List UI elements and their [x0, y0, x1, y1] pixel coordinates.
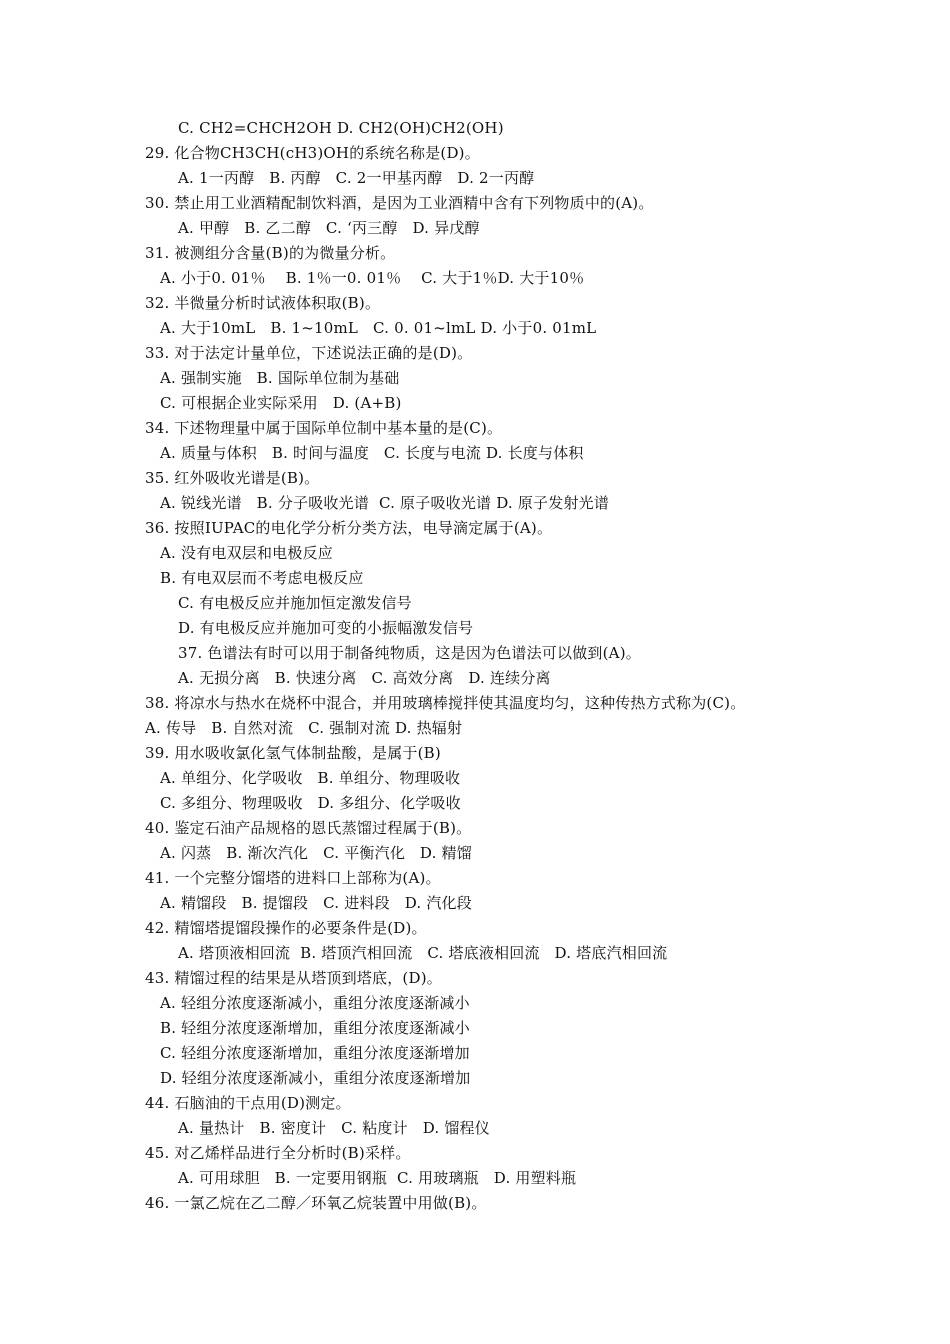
question-line: 38. 将凉水与热水在烧杯中混合，并用玻璃棒搅拌使其温度均匀，这种传热方式称为(C)。	[145, 694, 746, 712]
question-line: 40. 鉴定石油产品规格的恩氏蒸馏过程属于(B)。	[145, 819, 472, 837]
option-line: A. 甲醇 B. 乙二醇 C. ‘丙三醇 D. 异戊醇	[178, 219, 480, 237]
option-line: A. 锐线光谱 B. 分子吸收光谱 C. 原子吸收光谱 D. 原子发射光谱	[160, 494, 610, 512]
option-line: A. 单组分、化学吸收 B. 单组分、物理吸收	[160, 769, 461, 787]
option-line: A. 精馏段 B. 提馏段 C. 进料段 D. 汽化段	[160, 894, 472, 912]
option-line: A. 强制实施 B. 国际单位制为基础	[160, 369, 400, 387]
question-line: 37. 色谱法有时可以用于制备纯物质，这是因为色谱法可以做到(A)。	[178, 644, 641, 662]
option-line: A. 小于0. 01％ B. 1％一0. 01％ C. 大于1％D. 大于10％	[160, 269, 585, 287]
option-line: B. 有电双层而不考虑电极反应	[160, 569, 364, 587]
option-line: A. 1一丙醇 B. 丙醇 C. 2一甲基丙醇 D. 2一丙醇	[178, 169, 535, 187]
option-line: D. 有电极反应并施加可变的小振幅激发信号	[178, 619, 474, 637]
question-line: 31. 被测组分含量(B)的为微量分析。	[145, 244, 396, 262]
option-line: C. 多组分、物理吸收 D. 多组分、化学吸收	[160, 794, 461, 812]
option-line: A. 闪蒸 B. 渐次汽化 C. 平衡汽化 D. 精馏	[160, 844, 472, 862]
option-line: A. 传导 B. 自然对流 C. 强制对流 D. 热辐射	[145, 719, 463, 737]
option-line: C. CH2=CHCH2OH D. CH2(OH)CH2(OH)	[178, 119, 504, 137]
option-line: A. 可用球胆 B. 一定要用钢瓶 C. 用玻璃瓶 D. 用塑料瓶	[178, 1169, 577, 1187]
question-line: 32. 半微量分析时试液体积取(B)。	[145, 294, 381, 312]
option-line: A. 轻组分浓度逐渐减小，重组分浓度逐渐减小	[160, 994, 470, 1012]
question-line: 30. 禁止用工业酒精配制饮料酒，是因为工业酒精中含有下列物质中的(A)。	[145, 194, 654, 212]
option-line: A. 塔顶液相回流 B. 塔顶汽相回流 C. 塔底液相回流 D. 塔底汽相回流	[178, 944, 668, 962]
question-line: 45. 对乙烯样品进行全分析时(B)采样。	[145, 1144, 411, 1162]
option-line: B. 轻组分浓度逐渐增加，重组分浓度逐渐减小	[160, 1019, 470, 1037]
option-line: C. 轻组分浓度逐渐增加，重组分浓度逐渐增加	[160, 1044, 470, 1062]
question-line: 39. 用水吸收氯化氢气体制盐酸，是属于(B)	[145, 744, 441, 762]
option-line: A. 无损分离 B. 快速分离 C. 高效分离 D. 连续分离	[178, 669, 551, 687]
option-line: A. 量热计 B. 密度计 C. 粘度计 D. 馏程仪	[178, 1119, 490, 1137]
option-line: A. 没有电双层和电极反应	[160, 544, 333, 562]
question-line: 36. 按照IUPAC的电化学分析分类方法，电导滴定属于(A)。	[145, 519, 553, 537]
question-line: 33. 对于法定计量单位，下述说法正确的是(D)。	[145, 344, 473, 362]
option-line: D. 轻组分浓度逐渐减小，重组分浓度逐渐增加	[160, 1069, 471, 1087]
question-line: 46. 一氯乙烷在乙二醇／环氧乙烷装置中用做(B)。	[145, 1194, 487, 1212]
question-line: 29. 化合物CH3CH(cH3)OH的系统名称是(D)。	[145, 144, 480, 162]
question-line: 43. 精馏过程的结果是从塔顶到塔底，(D)。	[145, 969, 442, 987]
question-line: 41. 一个完整分馏塔的进料口上部称为(A)。	[145, 869, 441, 887]
question-line: 44. 石脑油的干点用(D)测定。	[145, 1094, 351, 1112]
question-line: 35. 红外吸收光谱是(B)。	[145, 469, 320, 487]
option-line: C. 有电极反应并施加恒定激发信号	[178, 594, 412, 612]
option-line: C. 可根据企业实际采用 D. (A+B)	[160, 394, 402, 412]
question-line: 34. 下述物理量中属于国际单位制中基本量的是(C)。	[145, 419, 503, 437]
option-line: A. 质量与体积 B. 时间与温度 C. 长度与电流 D. 长度与体积	[160, 444, 584, 462]
question-line: 42. 精馏塔提馏段操作的必要条件是(D)。	[145, 919, 427, 937]
option-line: A. 大于10mL B. 1~10mL C. 0. 01~lmL D. 小于0. 01mL	[160, 319, 597, 337]
